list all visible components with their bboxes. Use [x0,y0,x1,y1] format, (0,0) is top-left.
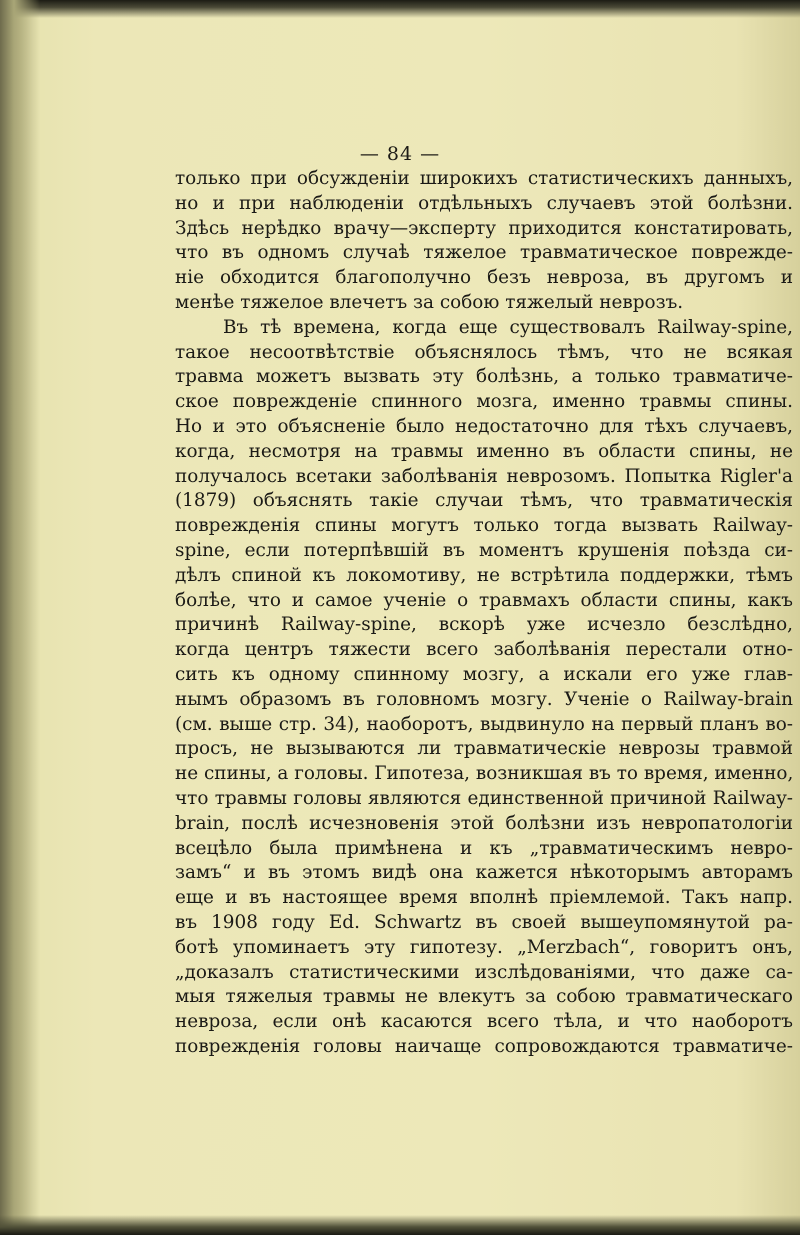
text-line: сить къ одному спинному мозгу, а искали его уже глав- [175,663,793,685]
text-line: что травмы головы являются единственной причиной Railway- [175,787,793,809]
text-line: мыя тяжелыя травмы не влекутъ за собою травматическаго [175,986,793,1008]
text-line: (1879) объяснять такіе случаи тѣмъ, что травматическія [175,490,793,512]
text-line: что въ одномъ случаѣ тяжелое травматическое поврежде- [175,242,793,264]
text-line: получалось всетаки заболѣванія неврозомъ. Попытка Rigler'а [175,465,793,487]
text-line: невроза, если онѣ касаются всего тѣла, и что наоборотъ [175,1011,793,1033]
text-line: болѣе, что и самое ученіе о травмахъ области спины, какъ [175,589,793,611]
text-line-paragraph-start: Въ тѣ времена, когда еще существовалъ Railway-spine, [223,316,793,338]
text-line: Здѣсь нерѣдко врачу—эксперту приходится констатировать, [175,217,793,239]
text-line: травма можетъ вызвать эту болѣзнь, а только травматиче- [175,366,793,388]
text-line: spine, если потерпѣвшій въ моментъ крушенія поѣзда си- [175,539,793,561]
text-line: такое несоотвѣтствіе объяснялось тѣмъ, что не всякая [175,341,793,363]
text-line: причинѣ Railway-spine, вскорѣ уже исчезло безслѣдно, [175,614,793,636]
text-line: менѣе тяжелое влечетъ за собою тяжелый неврозъ. [175,291,684,313]
text-line: ніе обходится благополучно безъ невроза, въ другомъ и [175,267,793,289]
page-binding-shadow [0,0,40,1235]
text-line: поврежденія спины могутъ только тогда вызвать Railway- [175,515,793,537]
text-line: ботѣ упоминаетъ эту гипотезу. „Merzbach“, говоритъ онъ, [175,936,793,958]
text-line: еще и въ настоящее время вполнѣ пріемлемой. Такъ напр. [175,887,793,909]
text-line: всецѣло была примѣнена и къ „травматическимъ невро- [175,837,793,859]
page-top-shadow [0,0,800,18]
text-line: замъ“ и въ этомъ видѣ она кажется нѣкоторымъ авторамъ [175,862,793,884]
text-line: ское поврежденіе спинного мозга, именно травмы спины. [175,391,793,413]
text-line: нымъ образомъ въ головномъ мозгу. Ученіе о Railway-brain [175,688,793,710]
text-line: не спины, а головы. Гипотеза, возникшая въ то время, именно, [175,763,794,785]
text-line: поврежденія головы наичаще сопровождаются травматиче- [175,1035,793,1057]
text-line: но и при наблюденіи отдѣльныхъ случаевъ этой болѣзни. [175,192,793,214]
text-line: brain, послѣ исчезновенія этой болѣзни изъ невропатологіи [175,812,793,834]
text-line: въ 1908 году Ed. Schwartz въ своей вышеупомянутой ра- [175,911,793,933]
page-bottom-shadow [0,1215,800,1235]
text-line: когда центръ тяжести всего заболѣванія перестали отно- [175,639,793,661]
text-line: (см. выше стр. 34), наоборотъ, выдвинуло на первый планъ во- [175,713,793,735]
text-line: дѣлъ спиной къ локомотиву, не встрѣтила поддержки, тѣмъ [175,564,793,586]
body-text [175,167,793,1060]
text-line: только при обсужденіи широкихъ статистическихъ данныхъ, [175,168,793,189]
text-line: просъ, не вызываются ли травматическіе неврозы травмой [175,738,793,760]
page-number: — 84 — [359,143,441,165]
text-line: когда, несмотря на травмы именно въ области спины, не [175,440,793,462]
text-line: Но и это объясненіе было недостаточно для тѣхъ случаевъ, [175,415,793,437]
text-line: „доказалъ статистическими изслѣдованіями, что даже са- [175,961,793,983]
